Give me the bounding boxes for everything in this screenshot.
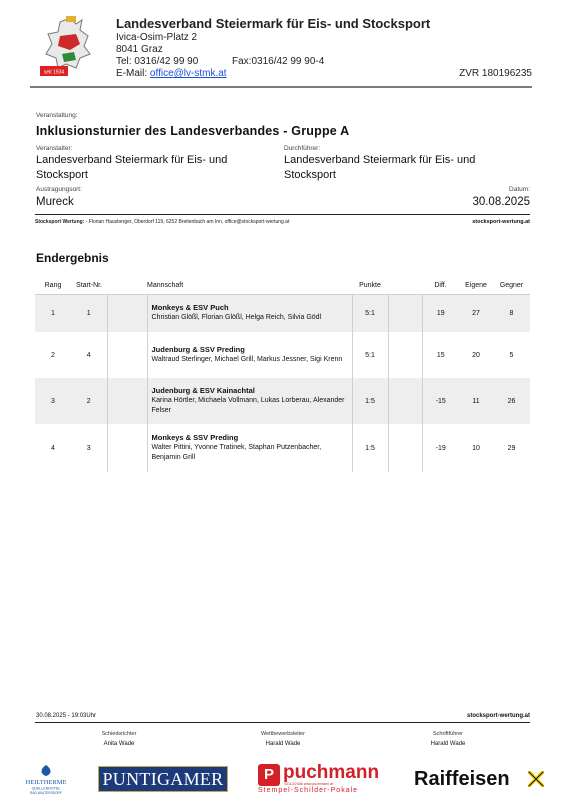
signature-name-schiedsrichter: Anita Wade <box>103 741 135 747</box>
letterhead-divider <box>30 86 532 88</box>
label-datum: Datum: <box>509 186 530 193</box>
table-row <box>35 332 530 378</box>
team-name: Judenburg & SSV Preding <box>151 345 245 354</box>
team-name: Monkeys & SSV Preding <box>151 433 239 442</box>
cell-gegner: 8 <box>493 294 530 332</box>
cell-rang: 3 <box>35 378 71 424</box>
veranstalter-line-2: Stocksport <box>36 169 88 181</box>
cell-eigene: 11 <box>459 378 493 424</box>
sponsor-raiffeisen-logo <box>414 766 546 794</box>
cell-rang: 4 <box>51 444 55 452</box>
wertung-label: Stocksport Wertung: <box>35 219 85 225</box>
cell-start: 4 <box>86 351 91 359</box>
veranstalter-line-1: Landesverband Steiermark für Eis- und <box>36 154 228 166</box>
wertung-info <box>35 219 289 225</box>
org-tel: Tel: 0316/42 99 90 <box>116 56 199 67</box>
cell-punkte: 5:1 <box>352 294 388 332</box>
signature-name-wettbewerbsleiter: Harald Wade <box>265 741 301 747</box>
cell-start: 1 <box>71 294 107 332</box>
signature-role-schriftfuehrer: Schriftführer <box>433 731 463 737</box>
footer-site[interactable]: stocksport-wertung.at <box>466 713 530 719</box>
cell-start: 3 <box>86 444 91 452</box>
label-durchfuehrer: Durchführer: <box>284 145 321 152</box>
puchmann-tagline: Stempel-Schilder-Pokale <box>258 787 359 794</box>
cell-rang: 2 <box>51 351 55 359</box>
team-players: Walter Pittini, Yvonne Tratinek, Staphan Putzenbacher, Benjamin Grill <box>151 444 322 461</box>
cell-gegner: 5 <box>509 351 514 359</box>
event-title: Inklusionsturnier des Landesverbandes - Gruppe A <box>36 124 350 138</box>
durchfuehrer-line-1: Landesverband Steiermark für Eis- und <box>284 154 476 166</box>
signature-role-schiedsrichter: Schiedsrichter <box>101 731 137 737</box>
cell-team <box>147 332 352 378</box>
sponsor-puntigamer-logo <box>98 766 228 792</box>
team-name: Judenburg & ESV Kainachtal <box>151 386 255 395</box>
team-name: Monkeys & ESV Puch <box>151 303 229 313</box>
raiffeisen-gable-cross-icon <box>528 771 544 787</box>
col-mannschaft: Mannschaft <box>147 278 352 294</box>
cell-eigene: 10 <box>472 444 480 452</box>
email-link[interactable]: office@lv-stmk.at <box>149 68 227 79</box>
wertung-site[interactable]: stocksport-wertung.at <box>472 219 530 225</box>
label-veranstalter: Veranstalter: <box>36 145 73 152</box>
footer-timestamp: 30.08.2025 - 19:03Uhr <box>36 713 97 719</box>
table-header-row <box>35 278 530 294</box>
cell-eigene: 20 <box>472 351 480 359</box>
signature-name-schriftfuehrer: Harald Wade <box>430 741 466 747</box>
veranstalter-value <box>36 153 227 183</box>
email-label: E-Mail: <box>116 68 150 79</box>
col-eigene: Eigene <box>459 278 493 294</box>
label-austragungsort: Austragungsort: <box>36 186 82 193</box>
svg-text:BAD WALTERSDORF: BAD WALTERSDORF <box>30 791 62 795</box>
label-veranstaltung: Veranstaltung: <box>36 112 78 119</box>
heiltherme-icon <box>18 762 74 796</box>
cell-punkte: 1:5 <box>352 378 388 424</box>
cell-gegner: 26 <box>493 378 530 424</box>
cell-punkte: 1:5 <box>352 424 388 472</box>
signature-role-wettbewerbsleiter: Wettbewerbsleiter <box>261 731 305 737</box>
table-row <box>35 294 530 332</box>
org-street: Ivica-Osim-Platz 2 <box>116 32 198 43</box>
team-players: Waltraud Sterlinger, Michael Grill, Markus Jessner, Sigi Krenn <box>151 356 343 363</box>
cell-start: 2 <box>71 378 107 424</box>
org-name: Landesverband Steiermark für Eis- und Stocksport <box>116 16 431 31</box>
letterhead <box>30 14 532 90</box>
cell-diff: -15 <box>422 378 459 424</box>
col-start: Start-Nr. <box>71 278 107 294</box>
cell-team <box>147 378 352 424</box>
durchfuehrer-value <box>284 153 475 183</box>
cell-rang: 1 <box>35 294 71 332</box>
org-city: 8041 Graz <box>116 44 163 55</box>
datum-value: 30.08.2025 <box>472 196 530 208</box>
col-diff: Diff. <box>422 278 459 294</box>
col-gegner: Gegner <box>493 278 530 294</box>
puntigamer-text: PUNTIGAMER <box>102 769 224 789</box>
table-row <box>35 424 530 472</box>
cell-gegner: 29 <box>507 444 516 452</box>
cell-eigene: 27 <box>459 294 493 332</box>
footer-divider <box>35 722 530 723</box>
cell-team <box>147 424 352 472</box>
wertung-address: - Florian Hausberger, Oberdorf 119, 6252 Breitenbach am Inn, office@stocksport-wertung.at <box>84 219 290 225</box>
results-table <box>35 278 530 472</box>
table-row <box>35 378 530 424</box>
puchmann-text: puchmann <box>283 762 380 783</box>
austragungsort-value: Mureck <box>36 196 74 208</box>
sponsor-puchmann-logo <box>258 762 390 796</box>
org-email <box>116 68 227 79</box>
svg-text:QUELLENHOTEL: QUELLENHOTEL <box>31 786 61 791</box>
col-rang: Rang <box>35 278 71 294</box>
logo-year: seit 1934 <box>43 69 65 76</box>
org-fax: Fax:0316/42 99 90-4 <box>232 56 325 67</box>
cell-diff: 15 <box>436 351 445 359</box>
durchfuehrer-line-2: Stocksport <box>284 169 336 181</box>
lv-crest-logo <box>36 14 102 78</box>
zvr-number: ZVR 180196235 <box>459 68 532 79</box>
svg-text:HEILTHERME: HEILTHERME <box>25 779 67 786</box>
cell-team <box>147 294 352 332</box>
sponsor-heiltherme-logo <box>18 762 74 796</box>
cell-diff: -19 <box>435 444 446 452</box>
team-players: Karina Hörtler, Michaela Vollmann, Lukas Lorberau, Alexander Felser <box>151 397 345 414</box>
puchmann-icon: P <box>258 764 280 786</box>
cell-diff: 19 <box>422 294 459 332</box>
cell-punkte: 5:1 <box>352 332 388 378</box>
col-punkte: Punkte <box>352 278 388 294</box>
puchmann-contact: 03112/2406 www.puchmann.at <box>284 782 334 786</box>
section-title-endergebnis: Endergebnis <box>36 251 109 265</box>
header-divider <box>35 214 530 215</box>
team-players: Christian Glößl, Florian Glößl, Helga Reich, Silvia Gödl <box>151 314 322 322</box>
raiffeisen-text: Raiffeisen <box>414 768 510 790</box>
